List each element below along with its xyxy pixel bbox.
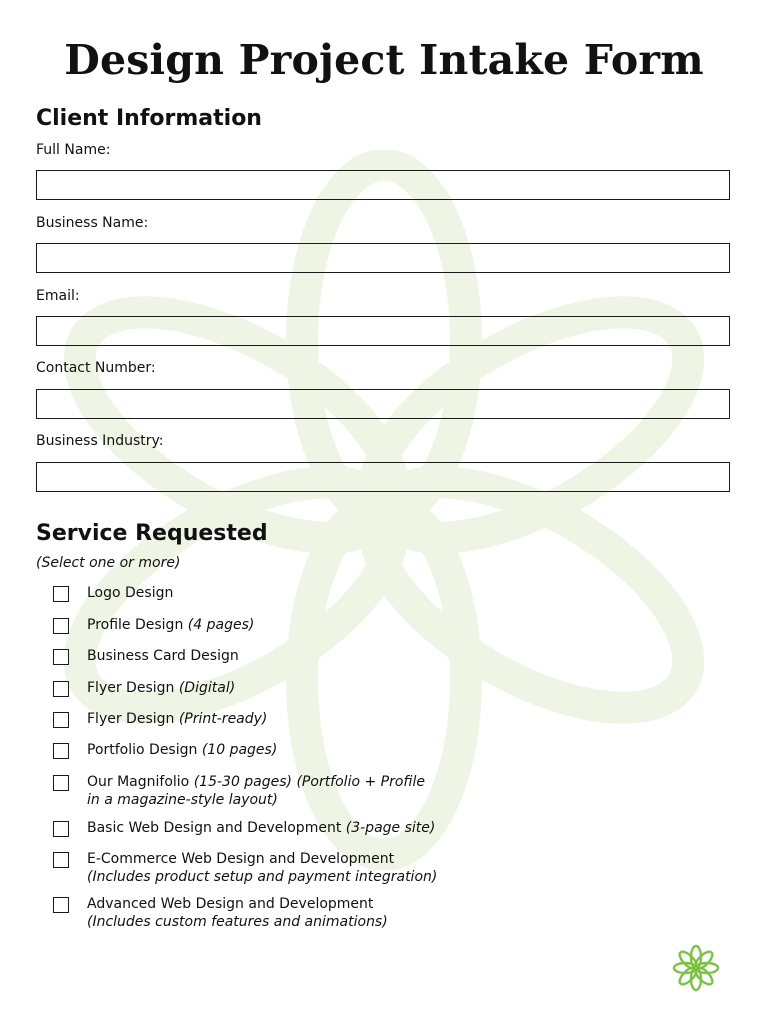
service-requested-heading: Service Requested <box>36 521 268 546</box>
checkbox[interactable] <box>53 821 69 837</box>
service-option[interactable] <box>53 712 267 728</box>
business-name-field[interactable] <box>36 243 730 273</box>
service-name: Flyer Design <box>87 680 175 696</box>
service-name: Logo Design <box>87 585 174 601</box>
service-detail: (15-30 pages) (Portfolio + Profile <box>193 774 425 790</box>
service-detail-line2: in a magazine-style layout) <box>87 792 278 808</box>
checkbox[interactable] <box>53 852 69 868</box>
service-option[interactable] <box>53 743 277 759</box>
service-option[interactable] <box>53 586 173 602</box>
service-option[interactable] <box>53 852 437 886</box>
service-detail: (Print-ready) <box>178 711 268 727</box>
service-detail-line2: (Includes custom features and animations) <box>87 914 388 930</box>
service-detail-line2: (Includes product setup and payment integration) <box>87 869 438 885</box>
contact-number-label: Contact Number: <box>36 360 156 376</box>
service-name: Flyer Design <box>87 711 175 727</box>
business-industry-label: Business Industry: <box>36 433 164 449</box>
flower-logo-icon <box>672 944 720 992</box>
service-name: Basic Web Design and Development <box>87 820 342 836</box>
service-name: E-Commerce Web Design and Development <box>87 851 395 867</box>
service-detail: (10 pages) <box>201 742 278 758</box>
checkbox[interactable] <box>53 618 69 634</box>
checkbox[interactable] <box>53 897 69 913</box>
checkbox[interactable] <box>53 586 69 602</box>
checkbox[interactable] <box>53 681 69 697</box>
email-field[interactable] <box>36 316 730 346</box>
select-note: (Select one or more) <box>36 555 181 571</box>
contact-number-field[interactable] <box>36 389 730 419</box>
service-name: Our Magnifolio <box>87 774 190 790</box>
service-option[interactable] <box>53 775 425 809</box>
client-info-heading: Client Information <box>36 106 262 131</box>
page-title: Design Project Intake Form <box>64 36 704 84</box>
service-detail: (4 pages) <box>187 617 255 633</box>
full-name-field[interactable] <box>36 170 730 200</box>
email-label: Email: <box>36 288 80 304</box>
service-name: Advanced Web Design and Development <box>87 896 374 912</box>
service-option[interactable] <box>53 618 254 634</box>
checkbox[interactable] <box>53 649 69 665</box>
checkbox[interactable] <box>53 775 69 791</box>
service-option[interactable] <box>53 681 235 697</box>
service-option[interactable] <box>53 897 388 931</box>
service-option[interactable] <box>53 649 239 665</box>
service-name: Business Card Design <box>87 648 239 664</box>
service-detail: (Digital) <box>178 680 236 696</box>
business-name-label: Business Name: <box>36 215 149 231</box>
service-name: Portfolio Design <box>87 742 198 758</box>
full-name-label: Full Name: <box>36 142 111 158</box>
service-option[interactable] <box>53 821 435 837</box>
service-name: Profile Design <box>87 617 184 633</box>
business-industry-field[interactable] <box>36 462 730 492</box>
checkbox[interactable] <box>53 743 69 759</box>
checkbox[interactable] <box>53 712 69 728</box>
service-detail: (3-page site) <box>345 820 436 836</box>
